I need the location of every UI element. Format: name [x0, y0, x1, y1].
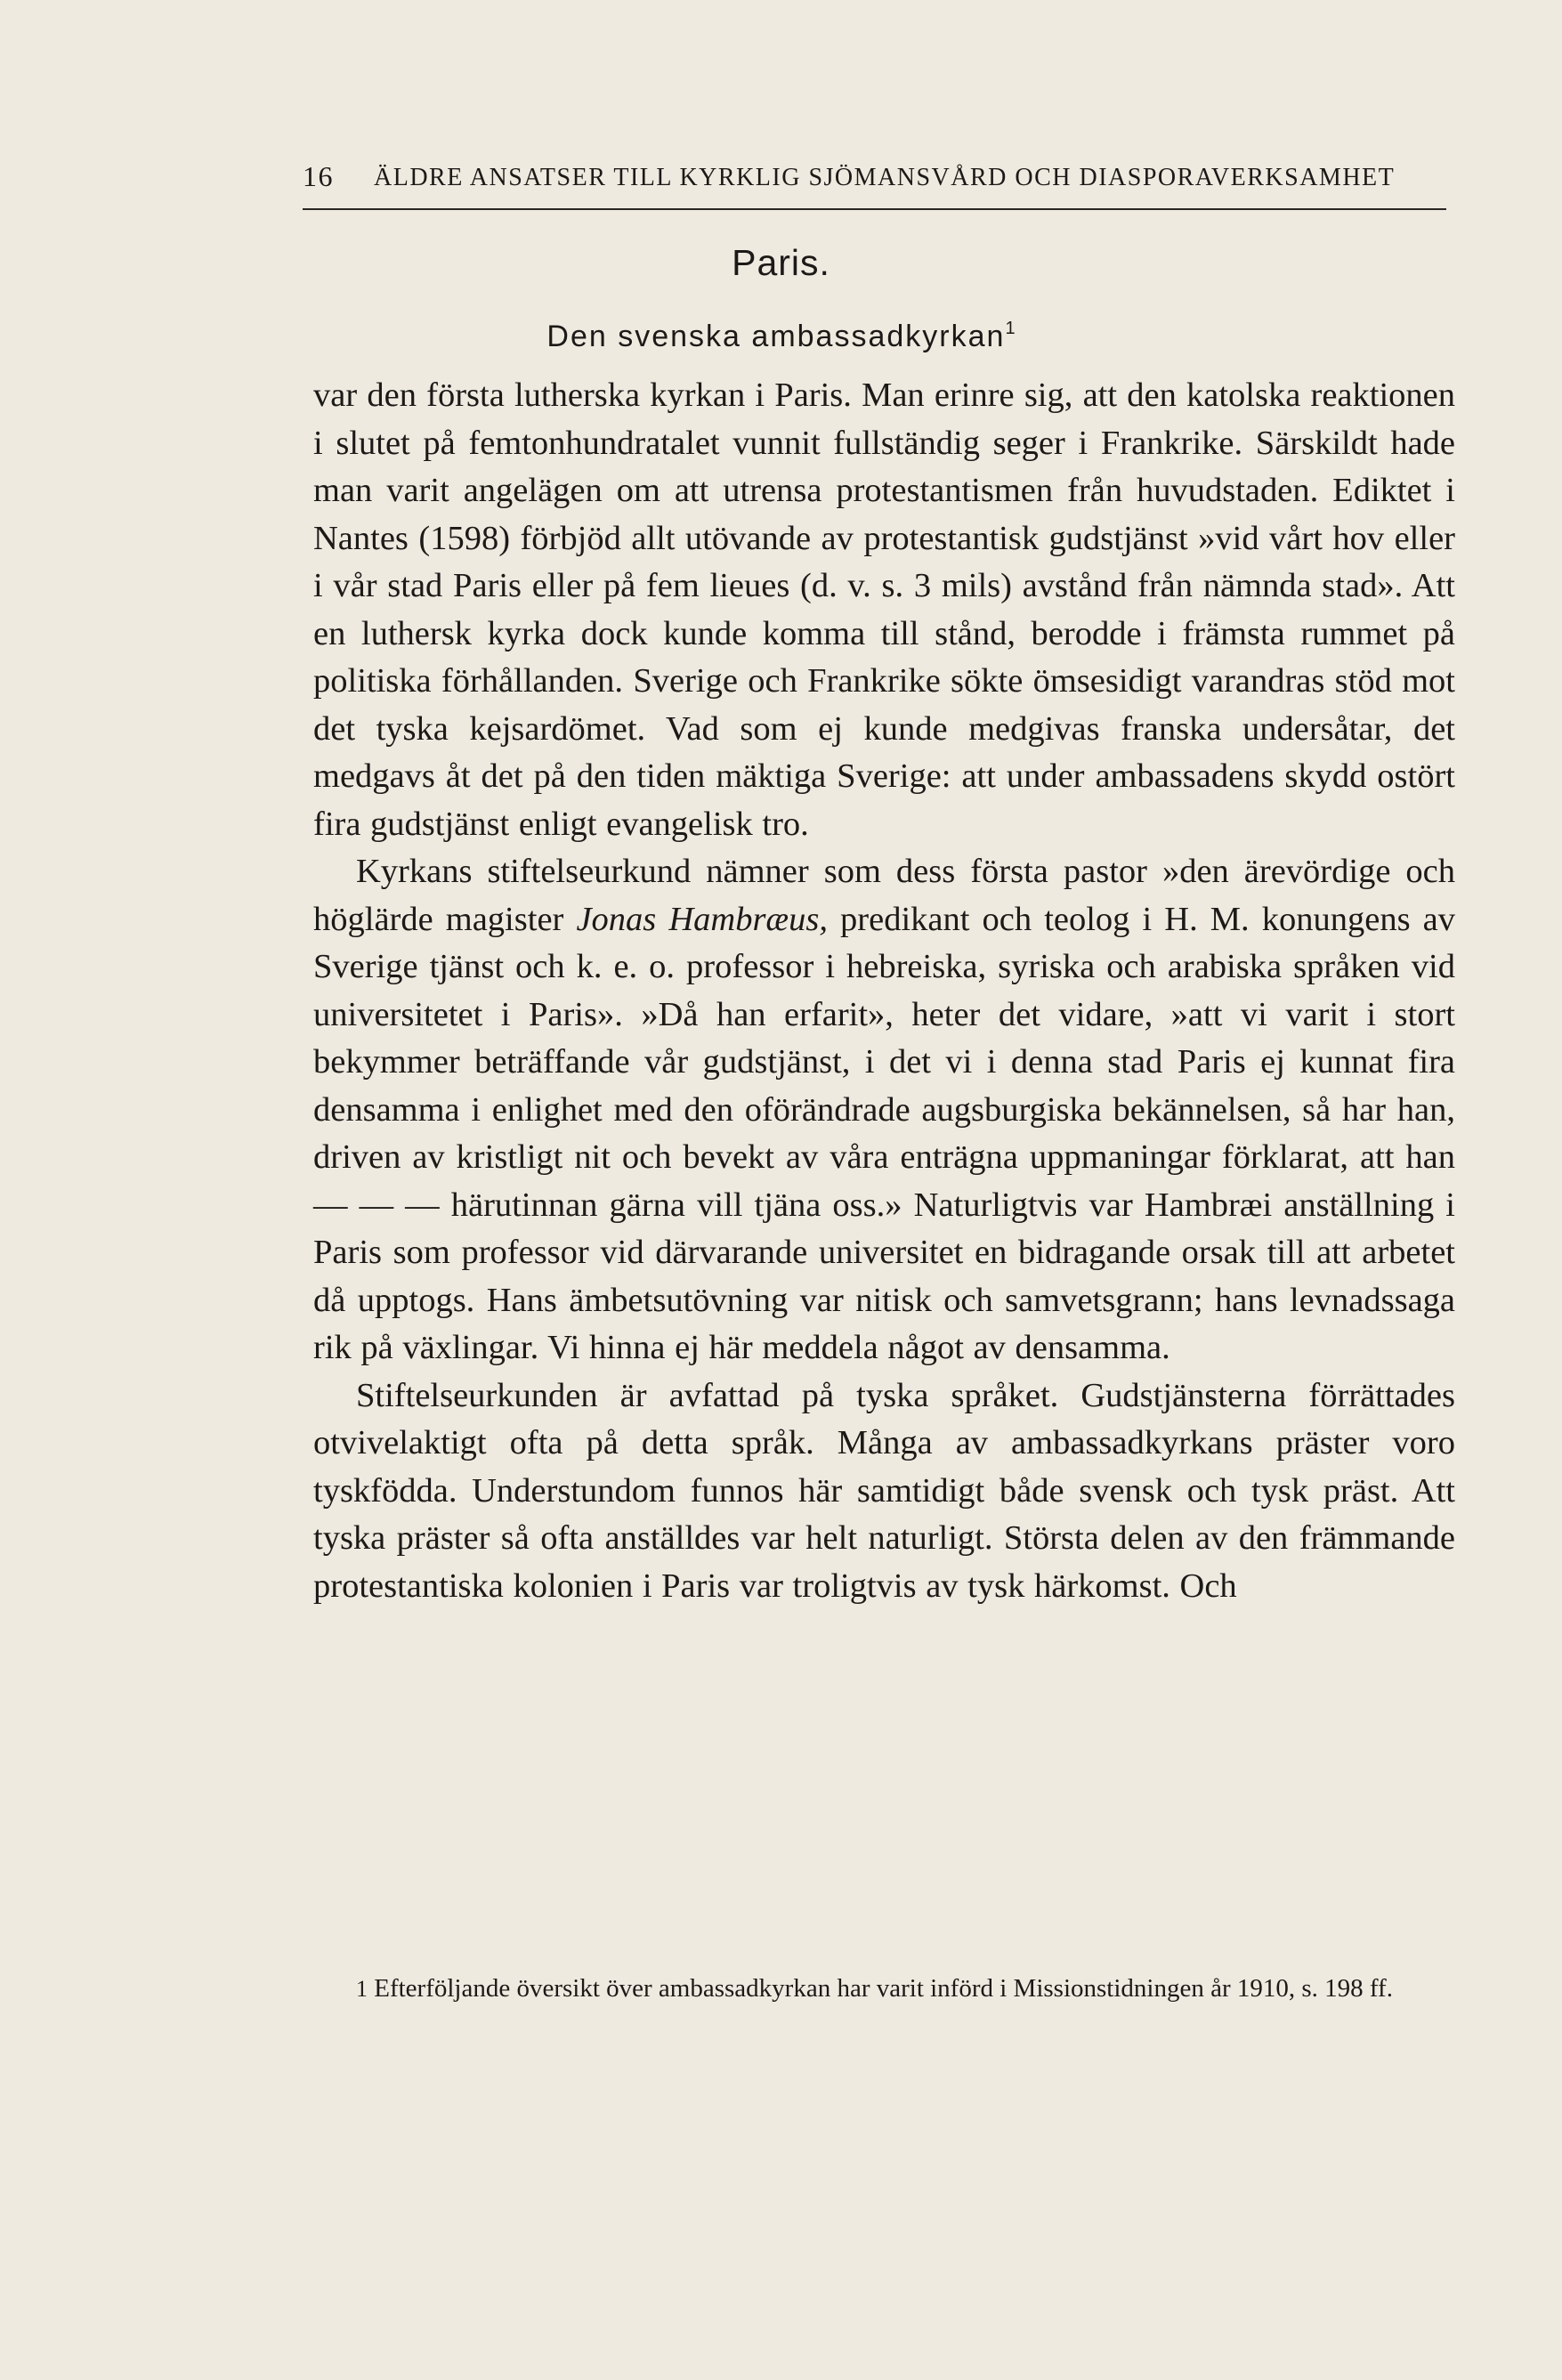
running-head — [303, 160, 1446, 199]
header-rule — [303, 208, 1446, 210]
section-subtitle — [0, 319, 1562, 354]
footnote — [313, 1969, 1455, 2009]
footnote-reference: 1 — [1005, 319, 1016, 338]
footnote-text: Efterföljande översikt över ambassadkyrkan har varit införd i Missionstidningen år 1910, s. 198 ff. — [374, 1974, 1393, 2003]
page-number: 16 — [303, 160, 334, 192]
section-title: Paris. — [732, 242, 830, 283]
paragraph-2-start: Kyrkans stiftelseurkund nämner som dess första pastor »den ärevördige och höglärde magister — [313, 853, 1455, 938]
body-text — [313, 372, 1455, 1610]
person-name: Jonas Hambræus, — [576, 900, 828, 938]
paragraph-1: var den första lutherska kyrkan i Paris. Man erinre sig, att den katolska reaktionen i slutet på femtonhundratalet vunnit fullständig seger i Frankrike. Särskildt hade man varit angelägen om att utrensa protestantismen från huvudstaden. Ediktet i Nantes (1598) förbjöd allt utövande av protestantisk gudstjänst »vid vårt hov eller i vår stad Paris eller på fem lieues (d. v. s. 3 mils) avstånd från nämnda stad». Att en luthersk kyrka dock kunde komma till stånd, berodde i främsta rummet på politiska förhållanden. Sverige och Frankrike sökte ömsesidigt varandras stöd mot det tyska kejsardömet. Vad som ej kunde medgivas franska undersåtar, det medgavs åt det på den tiden mäktiga Sverige: att under ambassadens skydd ostört fira gudstjänst enligt evangelisk tro. — [313, 376, 1455, 843]
paragraph-2-rest: predikant och teolog i H. M. konungens av Sverige tjänst och k. e. o. professor i hebreiska, syriska och arabiska språken vid universitetet i Paris». »Då han erfarit», heter det vidare, »att vi varit i stort bekymmer beträffande vår gudstjänst, i det vi i denna stad Paris ej kunnat fira densamma i enlighet med den oförändrade augsburgiska bekännelsen, så har han, driven av kristligt nit och bevekt av våra enträgna uppmaningar förklarat, att han — — — härutinnan gärna vill tjäna oss.» Naturligtvis var Hambræi anställning i Paris som professor vid därvarande universitet en bidragande orsak till att arbetet då upptogs. Hans ämbetsutövning var nitisk och samvetsgrann; hans levnadssaga rik på växlingar. Vi hinna ej här meddela något av densamma. — [313, 900, 1455, 1366]
section-subtitle-text: Den svenska ambassadkyrkan — [546, 320, 1006, 353]
running-title: ÄLDRE ANSATSER TILL KYRKLIG SJÖMANSVÅRD OCH DIASPORAVERKSAMHET — [374, 164, 1396, 191]
paragraph-3: Stiftelseurkunden är avfattad på tyska språket. Gudstjänsterna förrättades otvivelaktigt ofta på detta språk. Många av ambassadkyrkans präster voro tyskfödda. Understundom funnos här samtidigt både svensk och tysk präst. Att tyska präster så ofta anställdes var helt naturligt. Största delen av den främmande protestantiska kolonien i Paris var troligtvis av tysk härkomst. Och — [313, 1376, 1455, 1605]
footnote-mark: 1 — [356, 1976, 368, 2002]
paragraph-2 — [313, 848, 1455, 1372]
